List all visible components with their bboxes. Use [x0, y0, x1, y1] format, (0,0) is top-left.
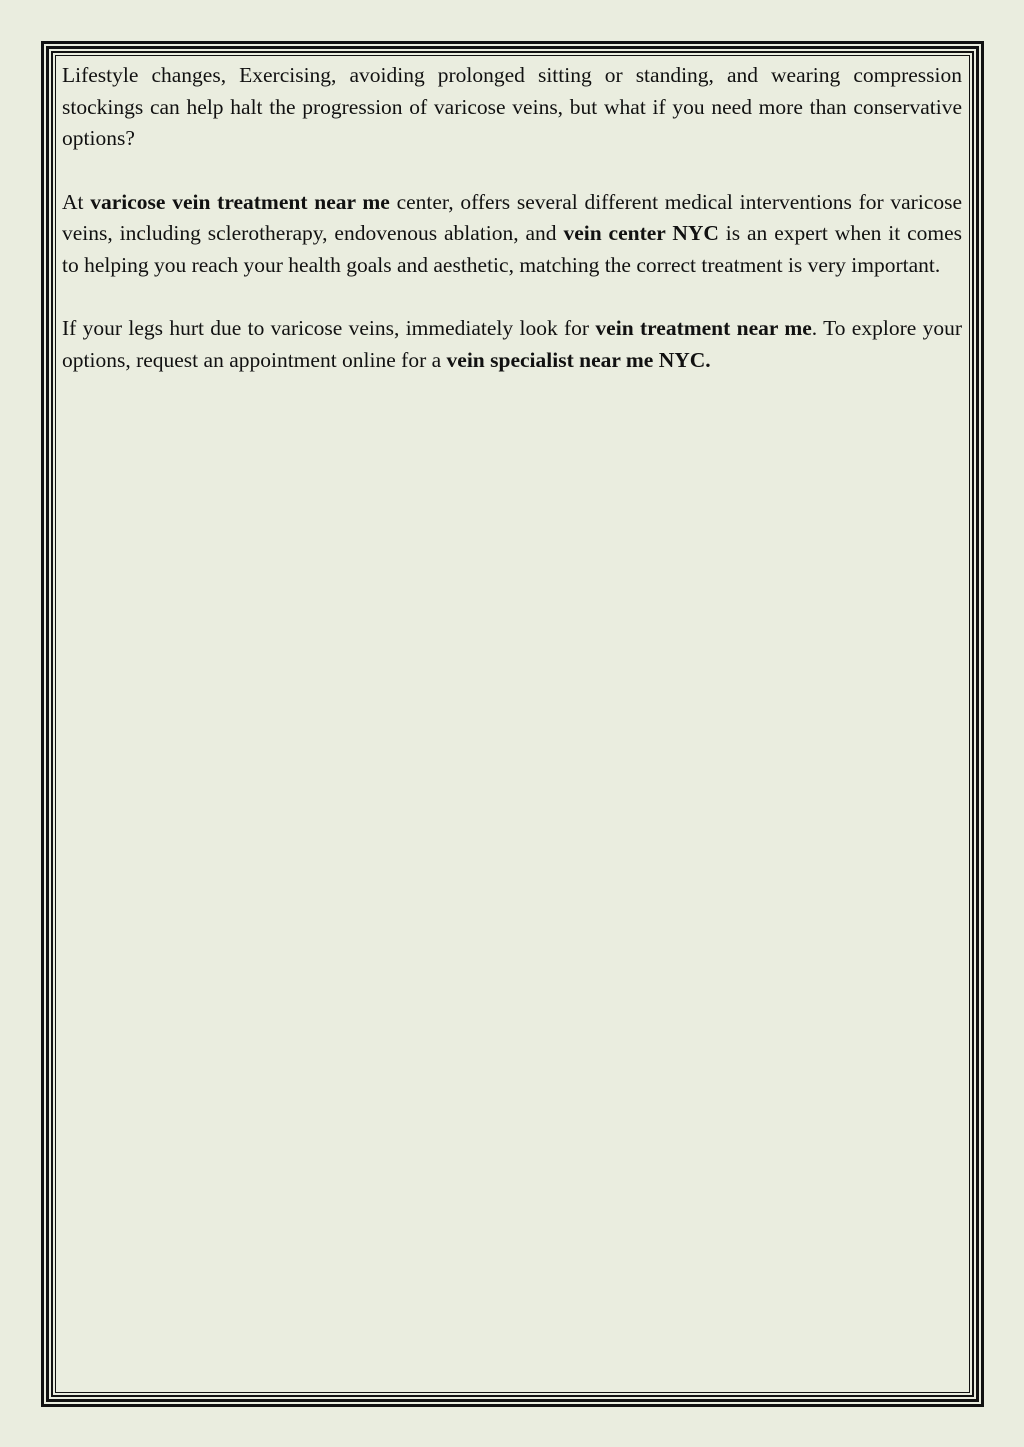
paragraph-treatments-text-2: center, offers several different medical interventions for varicose veins, including sclerotherapy, endovenous ablation, and — [62, 189, 963, 245]
paragraph-intro — [62, 60, 962, 155]
paragraph-treatments — [62, 187, 962, 282]
paragraph-treatments-text-3: is an expert when it comes to helping you reach your health goals and aesthetic, matching the correct treatment is very important. — [62, 221, 962, 277]
document-body — [62, 60, 962, 408]
keyword-vein-center-nyc: vein center NYC — [563, 221, 719, 245]
keyword-vein-treatment-near-me: vein treatment near me — [595, 316, 812, 340]
paragraph-call-to-action — [62, 313, 962, 376]
paragraph-cta-text-2: . To explore your options, request an appointment online for a — [62, 316, 962, 372]
paragraph-treatments-text-1: At — [62, 189, 91, 214]
keyword-varicose-vein-treatment: varicose vein treatment near me — [90, 189, 390, 214]
keyword-vein-specialist-nyc: vein specialist near me NYC. — [446, 347, 711, 372]
paragraph-cta-text-1: If your legs hurt due to varicose veins, immediately look for — [62, 316, 596, 340]
paragraph-intro-text: Lifestyle changes, Exercising, avoiding prolonged sitting or standing, and wearing compression stockings can help halt the progression of varicose veins, but what if you need more than conservative options? — [62, 63, 962, 150]
